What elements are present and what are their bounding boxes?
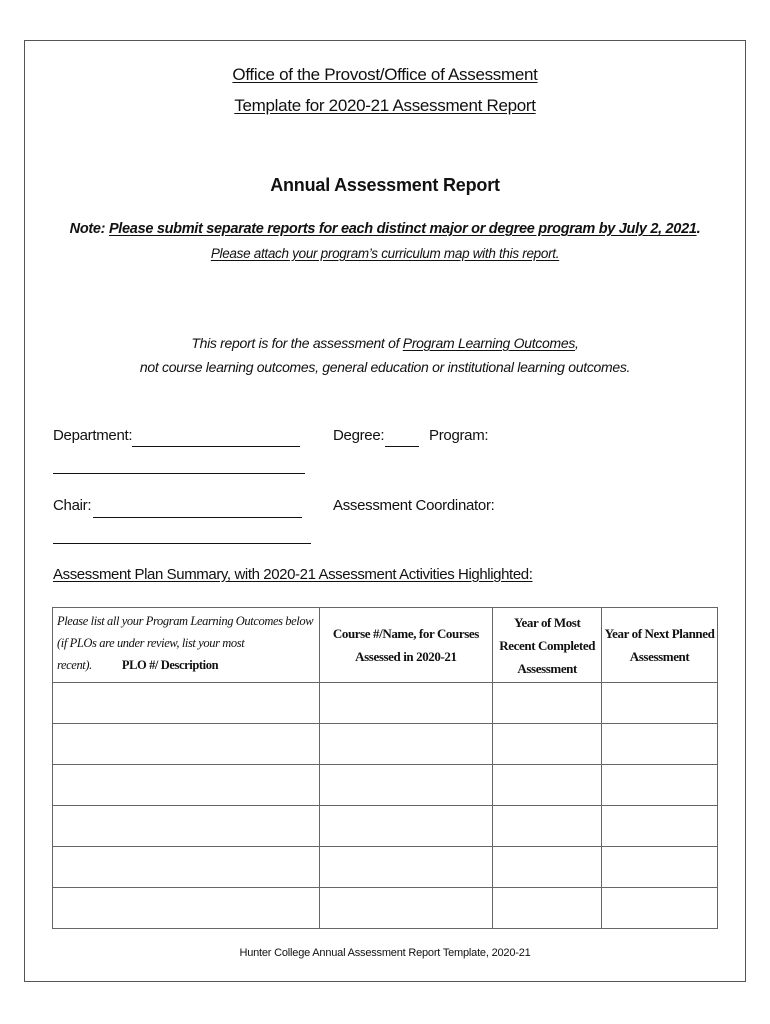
recent-assessment-column-header: Year of Most Recent Completed Assessment: [493, 608, 602, 683]
plo-emphasis: Program Learning Outcomes: [402, 335, 576, 351]
course-cell[interactable]: [319, 888, 493, 929]
recent-year-cell[interactable]: [493, 888, 602, 929]
table-row: [53, 888, 718, 929]
coordinator-label: Assessment Coordinator:: [333, 497, 495, 514]
plo-label: PLO #/ Description: [121, 658, 219, 672]
recent-year-cell[interactable]: [493, 806, 602, 847]
page-footer: Hunter College Annual Assessment Report Template, 2020-21: [239, 947, 531, 959]
submission-note: [25, 221, 745, 237]
plo-table-header: [53, 608, 718, 683]
plo-cell[interactable]: [53, 724, 320, 765]
degree-field[interactable]: [385, 446, 419, 447]
table-row: [53, 765, 718, 806]
plo-cell[interactable]: [53, 683, 320, 724]
department-field-continued[interactable]: [53, 473, 305, 474]
program-label: Program:: [429, 427, 489, 444]
next-year-cell[interactable]: [602, 724, 718, 765]
next-year-cell[interactable]: [602, 765, 718, 806]
recent-year-cell[interactable]: [493, 724, 602, 765]
plo-cell[interactable]: [53, 847, 320, 888]
course-cell[interactable]: [319, 806, 493, 847]
plo-cell[interactable]: [53, 888, 320, 929]
report-page: [24, 40, 746, 982]
curriculum-map-note: Please attach your program’s curriculum map with this report.: [210, 246, 560, 261]
course-cell[interactable]: [319, 724, 493, 765]
table-row: [53, 847, 718, 888]
department-field[interactable]: [132, 446, 300, 447]
note-prefix: Note:: [69, 221, 109, 237]
plo-instructions: Please list all your Program Learning Outcomes below (if PLOs are under review, list your most recent).: [57, 614, 314, 672]
table-row: [53, 806, 718, 847]
scope-statement: This report is for the assessment of Program Learning Outcomes,: [191, 335, 579, 351]
next-assessment-column-header: Year of Next Planned Assessment: [602, 608, 718, 683]
plan-summary-title: Assessment Plan Summary, with 2020-21 Assessment Activities Highlighted:: [53, 566, 533, 583]
next-year-cell[interactable]: [602, 888, 718, 929]
chair-field-continued[interactable]: [53, 543, 311, 544]
recent-year-cell[interactable]: [493, 847, 602, 888]
page-title: Annual Assessment Report: [270, 175, 500, 195]
plo-column-header: [53, 608, 320, 683]
note-text: Please submit separate reports for each distinct major or degree program by July 2, 2021: [108, 221, 697, 237]
plo-table: [52, 607, 718, 929]
table-row: [53, 724, 718, 765]
recent-year-cell[interactable]: [493, 765, 602, 806]
scope-statement-line-2: not course learning outcomes, general education or institutional learning outcomes.: [139, 359, 631, 375]
next-year-cell[interactable]: [602, 683, 718, 724]
header-line-1: Office of the Provost/Office of Assessment: [232, 65, 538, 84]
note-suffix: .: [696, 221, 701, 237]
next-year-cell[interactable]: [602, 806, 718, 847]
header-line-2: Template for 2020-21 Assessment Report: [234, 96, 536, 115]
course-column-header: Course #/Name, for Courses Assessed in 2020-21: [319, 608, 493, 683]
table-row: [53, 683, 718, 724]
plo-cell[interactable]: [53, 765, 320, 806]
plo-cell[interactable]: [53, 806, 320, 847]
course-cell[interactable]: [319, 683, 493, 724]
next-year-cell[interactable]: [602, 847, 718, 888]
chair-label: Chair:: [53, 497, 92, 514]
recent-year-cell[interactable]: [493, 683, 602, 724]
department-label: Department:: [53, 427, 133, 444]
chair-field[interactable]: [93, 517, 302, 518]
degree-label: Degree:: [333, 427, 385, 444]
course-cell[interactable]: [319, 765, 493, 806]
course-cell[interactable]: [319, 847, 493, 888]
